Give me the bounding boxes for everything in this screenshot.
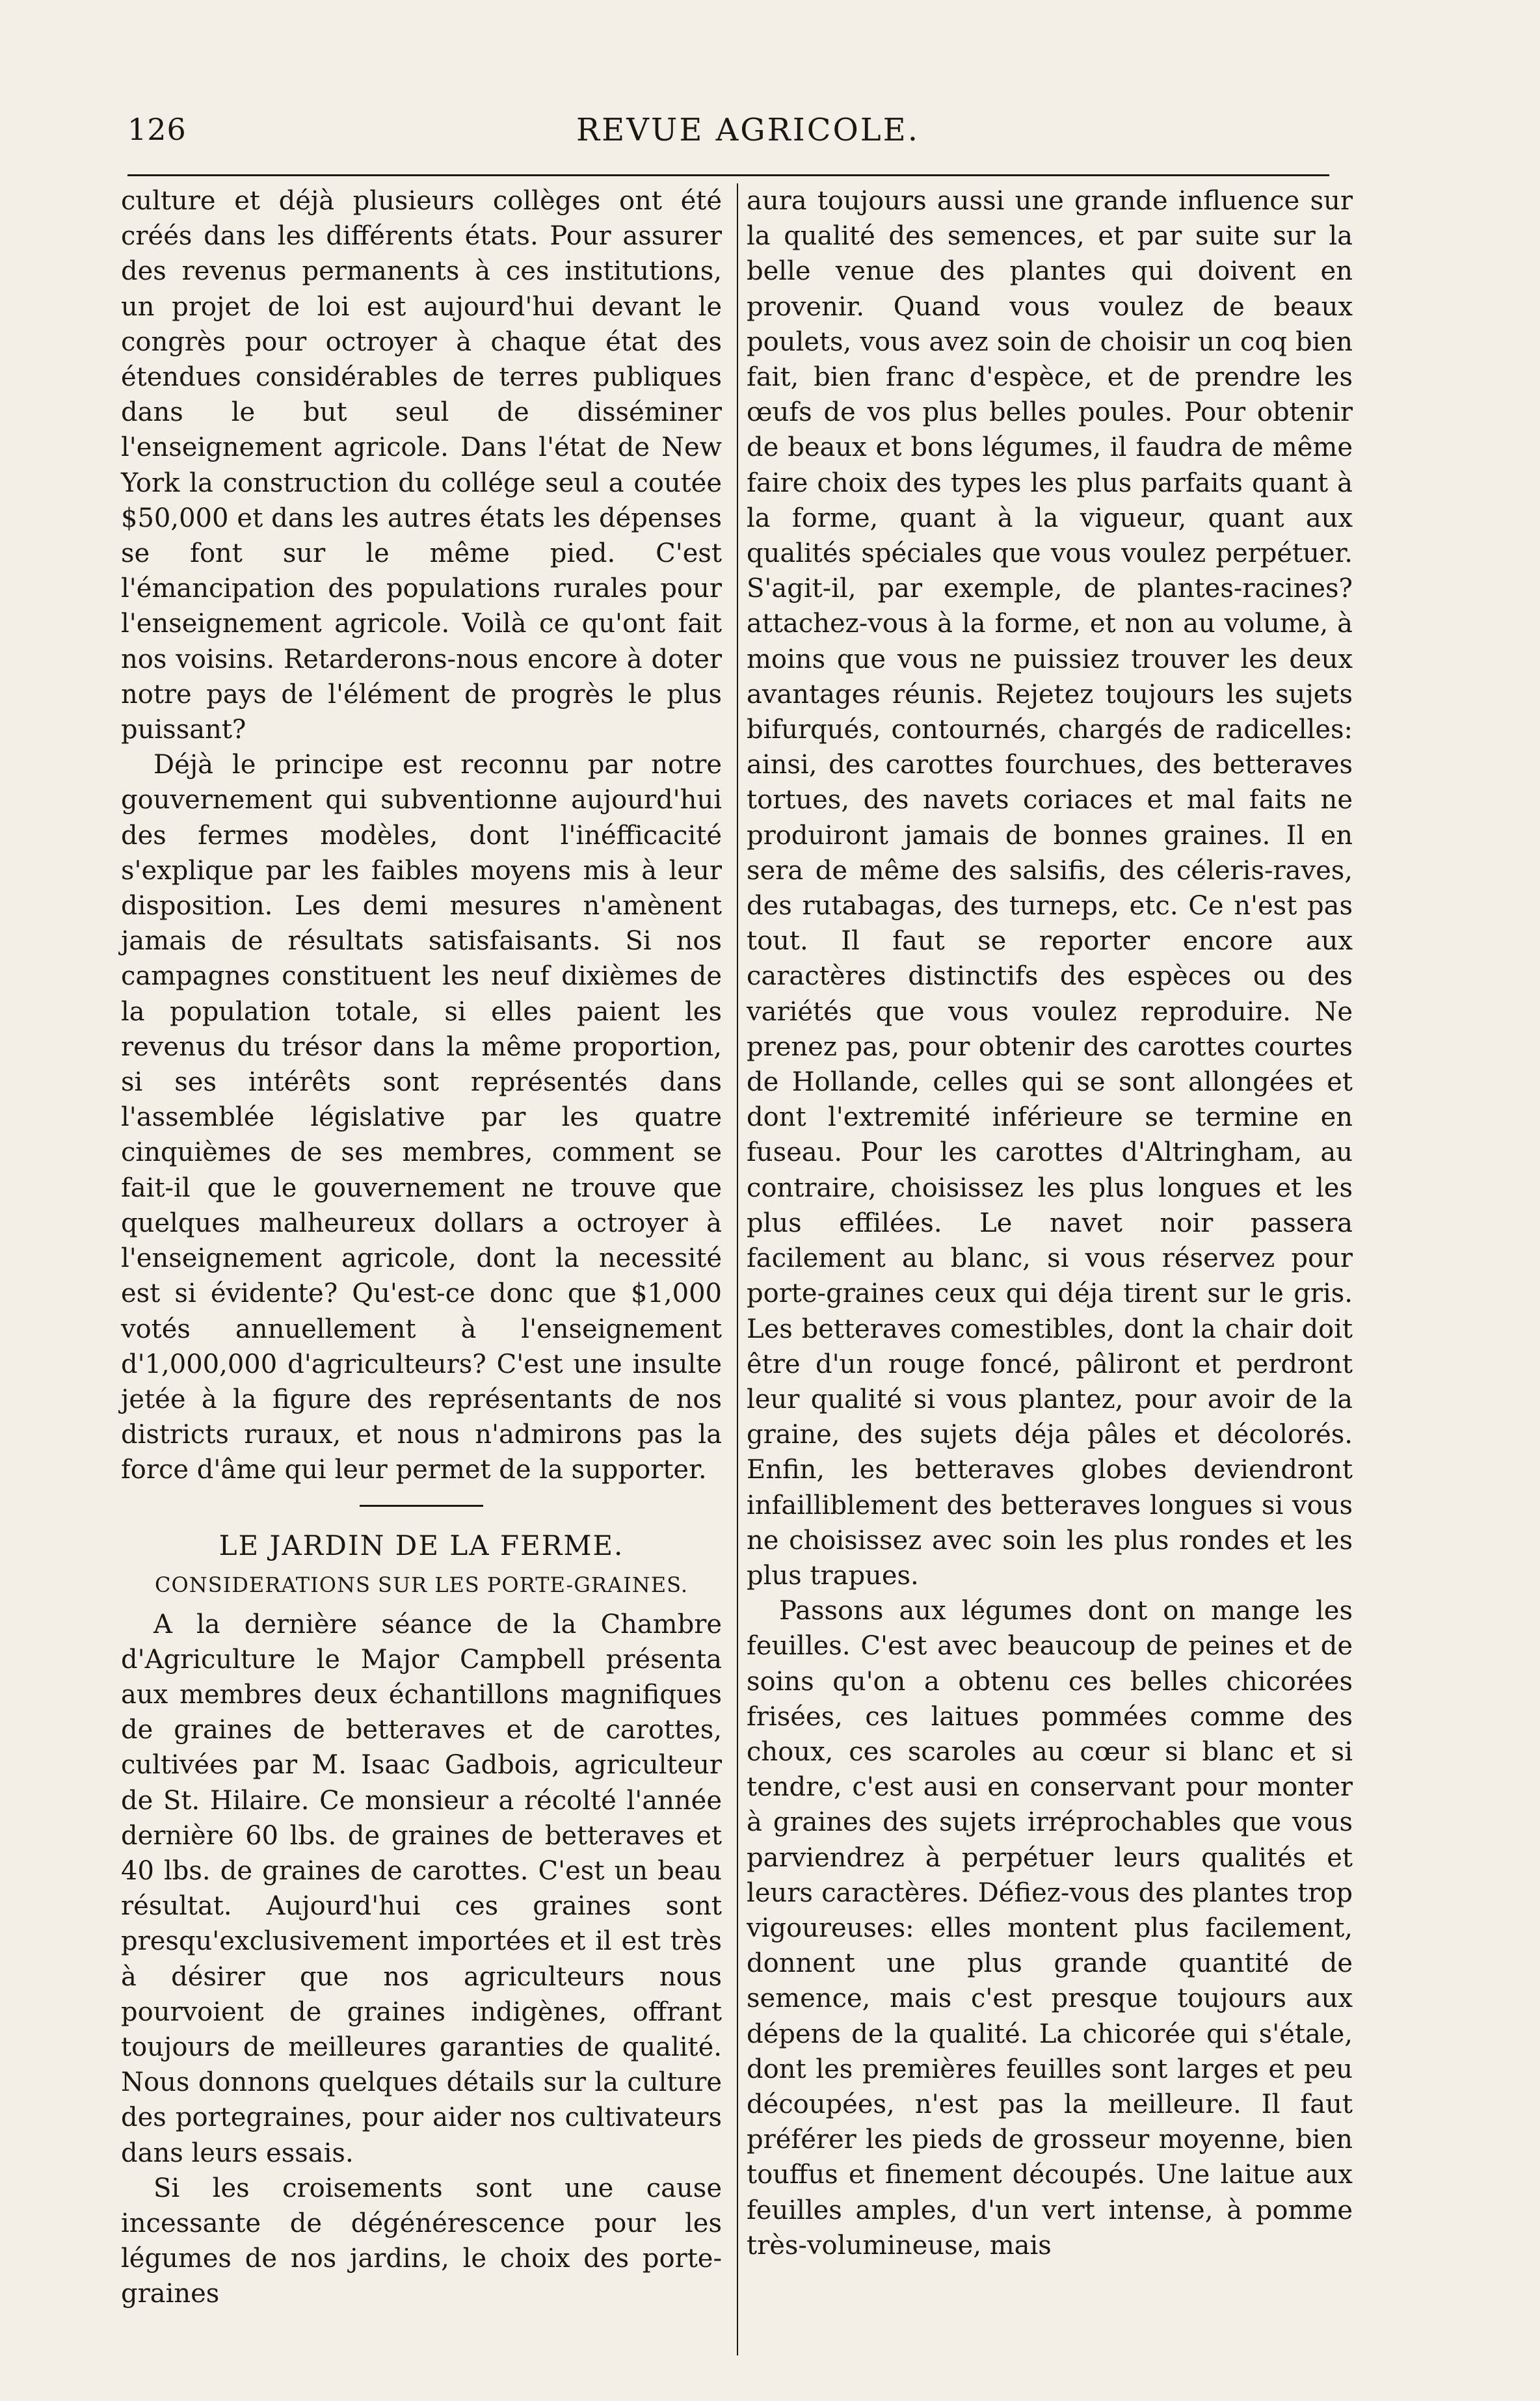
paragraph: Passons aux légumes dont on mange les feuilles. C'est avec beaucoup de peines et de soins qu'on a obtenu ces belles chicorées frisées, ces laitues pommées comme des choux, ces scaroles au cœur si blanc et si tendre, c'est ausi en conservant pour monter à graines des sujets irréprochables que vous parviendrez à perpétuer leurs qualités et leurs caractères. Défiez-vous des plantes trop vigoureuses: elles montent plus facilement, donnent une plus grande quantité de semence, mais c'est presque toujours aux dépens de la qualité. La chicorée qui s'étale, dont les premières feuilles sont larges et peu découpées, n'est pas la meilleure. Il faut préférer les pieds de grosseur moyenne, bien touffus et finement découpés. Une laitue aux feuilles amples, d'un vert intense, à pomme très-volumineuse, mais — [747, 1596, 1353, 2261]
section-separator — [360, 1505, 483, 1507]
right-column — [747, 183, 1353, 2355]
paragraph: A la dernière séance de la Chambre d'Agriculture le Major Campbell présenta aux membres deux échantillons magnifiques de graines de betteraves et de carottes, cultivées par M. Isaac Gadbois, agriculteur de St. Hilaire. Ce monsieur a récolté l'année dernière 60 lbs. de graines de betteraves et 40 lbs. de graines de carottes. C'est un beau résultat. Aujourd'hui ces graines sont presqu'exclusivement importées et il est très à désirer que nos agriculteurs nous pourvoient de graines indigènes, offrant toujours de meilleures garanties de qualité. Nous donnons quelques détails sur la culture des portegraines, pour aider nos cultivateurs dans leurs essais. — [121, 1609, 722, 2168]
left-column — [121, 183, 722, 2355]
page-header — [127, 112, 1329, 164]
header-rule — [127, 174, 1329, 176]
paragraph: Si les croisements sont une cause incessante de dégénérescence pour les légumes de nos jardins, le choix des porte-graines — [121, 2173, 722, 2309]
column-divider — [737, 183, 738, 2355]
page-number: 126 — [127, 112, 187, 147]
paragraph: Déjà le principe est reconnu par notre gouvernement qui subventionne aujourd'hui des fermes modèles, dont l'inéfficacité s'explique par les faibles moyens mis à leur disposition. Les demi mesures n'amènent jamais de résultats satisfaisants. Si nos campagnes constituent les neuf dixièmes de la population totale, si elles paient les revenus du trésor dans la même proportion, si ses intérêts sont représentés dans l'assemblée législative par les quatre cinquièmes de ses membres, comment se fait-il que le gouvernement ne trouve que quelques malheureux dollars a octroyer à l'enseignement agricole, dont la necessité est si évidente? Qu'est-ce donc que $1,000 votés annuellement à l'enseignement d'1,000,000 d'agriculteurs? C'est une insulte jetée à la figure des représentants de nos districts ruraux, et nous n'admirons pas la force d'âme qui leur permet de la supporter. — [121, 750, 722, 1485]
paragraph: aura toujours aussi une grande influence sur la qualité des semences, et par suite sur la belle venue des plantes qui doivent en provenir. Quand vous voulez de beaux poulets, vous avez soin de choisir un coq bien fait, bien franc d'espèce, et de prendre les œufs de vos plus belles poules. Pour obtenir de beaux et bons légumes, il faudra de même faire choix des types les plus parfaits quant à la forme, quant à la vigueur, quant aux qualités spéciales que vous voulez perpétuer. S'agit-il, par exemple, de plantes-racines? attachez-vous à la forme, et non au volume, à moins que vous ne puissiez trouver les deux avantages réunis. Rejetez toujours les sujets bifurqués, contournés, chargés de radicelles: ainsi, des carottes fourchues, des betteraves tortues, des navets coriaces et mal faits ne produiront jamais de bonnes graines. Il en sera de même des salsifis, des céleris-raves, des rutabagas, des turneps, etc. Ce n'est pas tout. Il faut se reporter encore aux caractères distinctifs des espèces ou des variétés que vous voulez reproduire. Ne prenez pas, pour obtenir des carottes courtes de Hollande, celles qui se sont allongées et dont l'extremité inférieure se termine en fuseau. Pour les carottes d'Altringham, au contraire, choisissez les plus longues et les plus effilées. Le navet noir passera facilement au blanc, si vous réservez pour porte-graines ceux qui déja tirent sur le gris. Les betteraves comestibles, dont la chair doit être d'un rouge foncé, pâliront et perdront leur qualité si vous plantez, pour avoir de la graine, des sujets déja pâles et décolorés. Enfin, les betteraves globes deviendront infailliblement des betteraves longues si vous ne choisissez avec soin les plus rondes et les plus trapues. — [747, 186, 1353, 1591]
section-subtitle: CONSIDERATIONS SUR LES PORTE-GRAINES. — [154, 1572, 689, 1597]
section-title: LE JARDIN DE LA FERME. — [219, 1529, 624, 1561]
paragraph: culture et déjà plusieurs collèges ont été créés dans les différents états. Pour assurer des revenus permanents à ces institutions, un projet de loi est aujourd'hui devant le congrès pour octroyer à chaque état des étendues considérables de terres publiques dans le but seul de disséminer l'enseignement agricole. Dans l'état de New York la construction du collége seul a coutée $50,000 et dans les autres états les dépenses se font sur le même pied. C'est l'émancipation des populations rurales pour l'enseignement agricole. Voilà ce qu'ont fait nos voisins. Retarderons-nous encore à doter notre pays de l'élément de progrès le plus puissant? — [121, 186, 722, 745]
running-title: REVUE AGRICOLE. — [576, 112, 920, 148]
